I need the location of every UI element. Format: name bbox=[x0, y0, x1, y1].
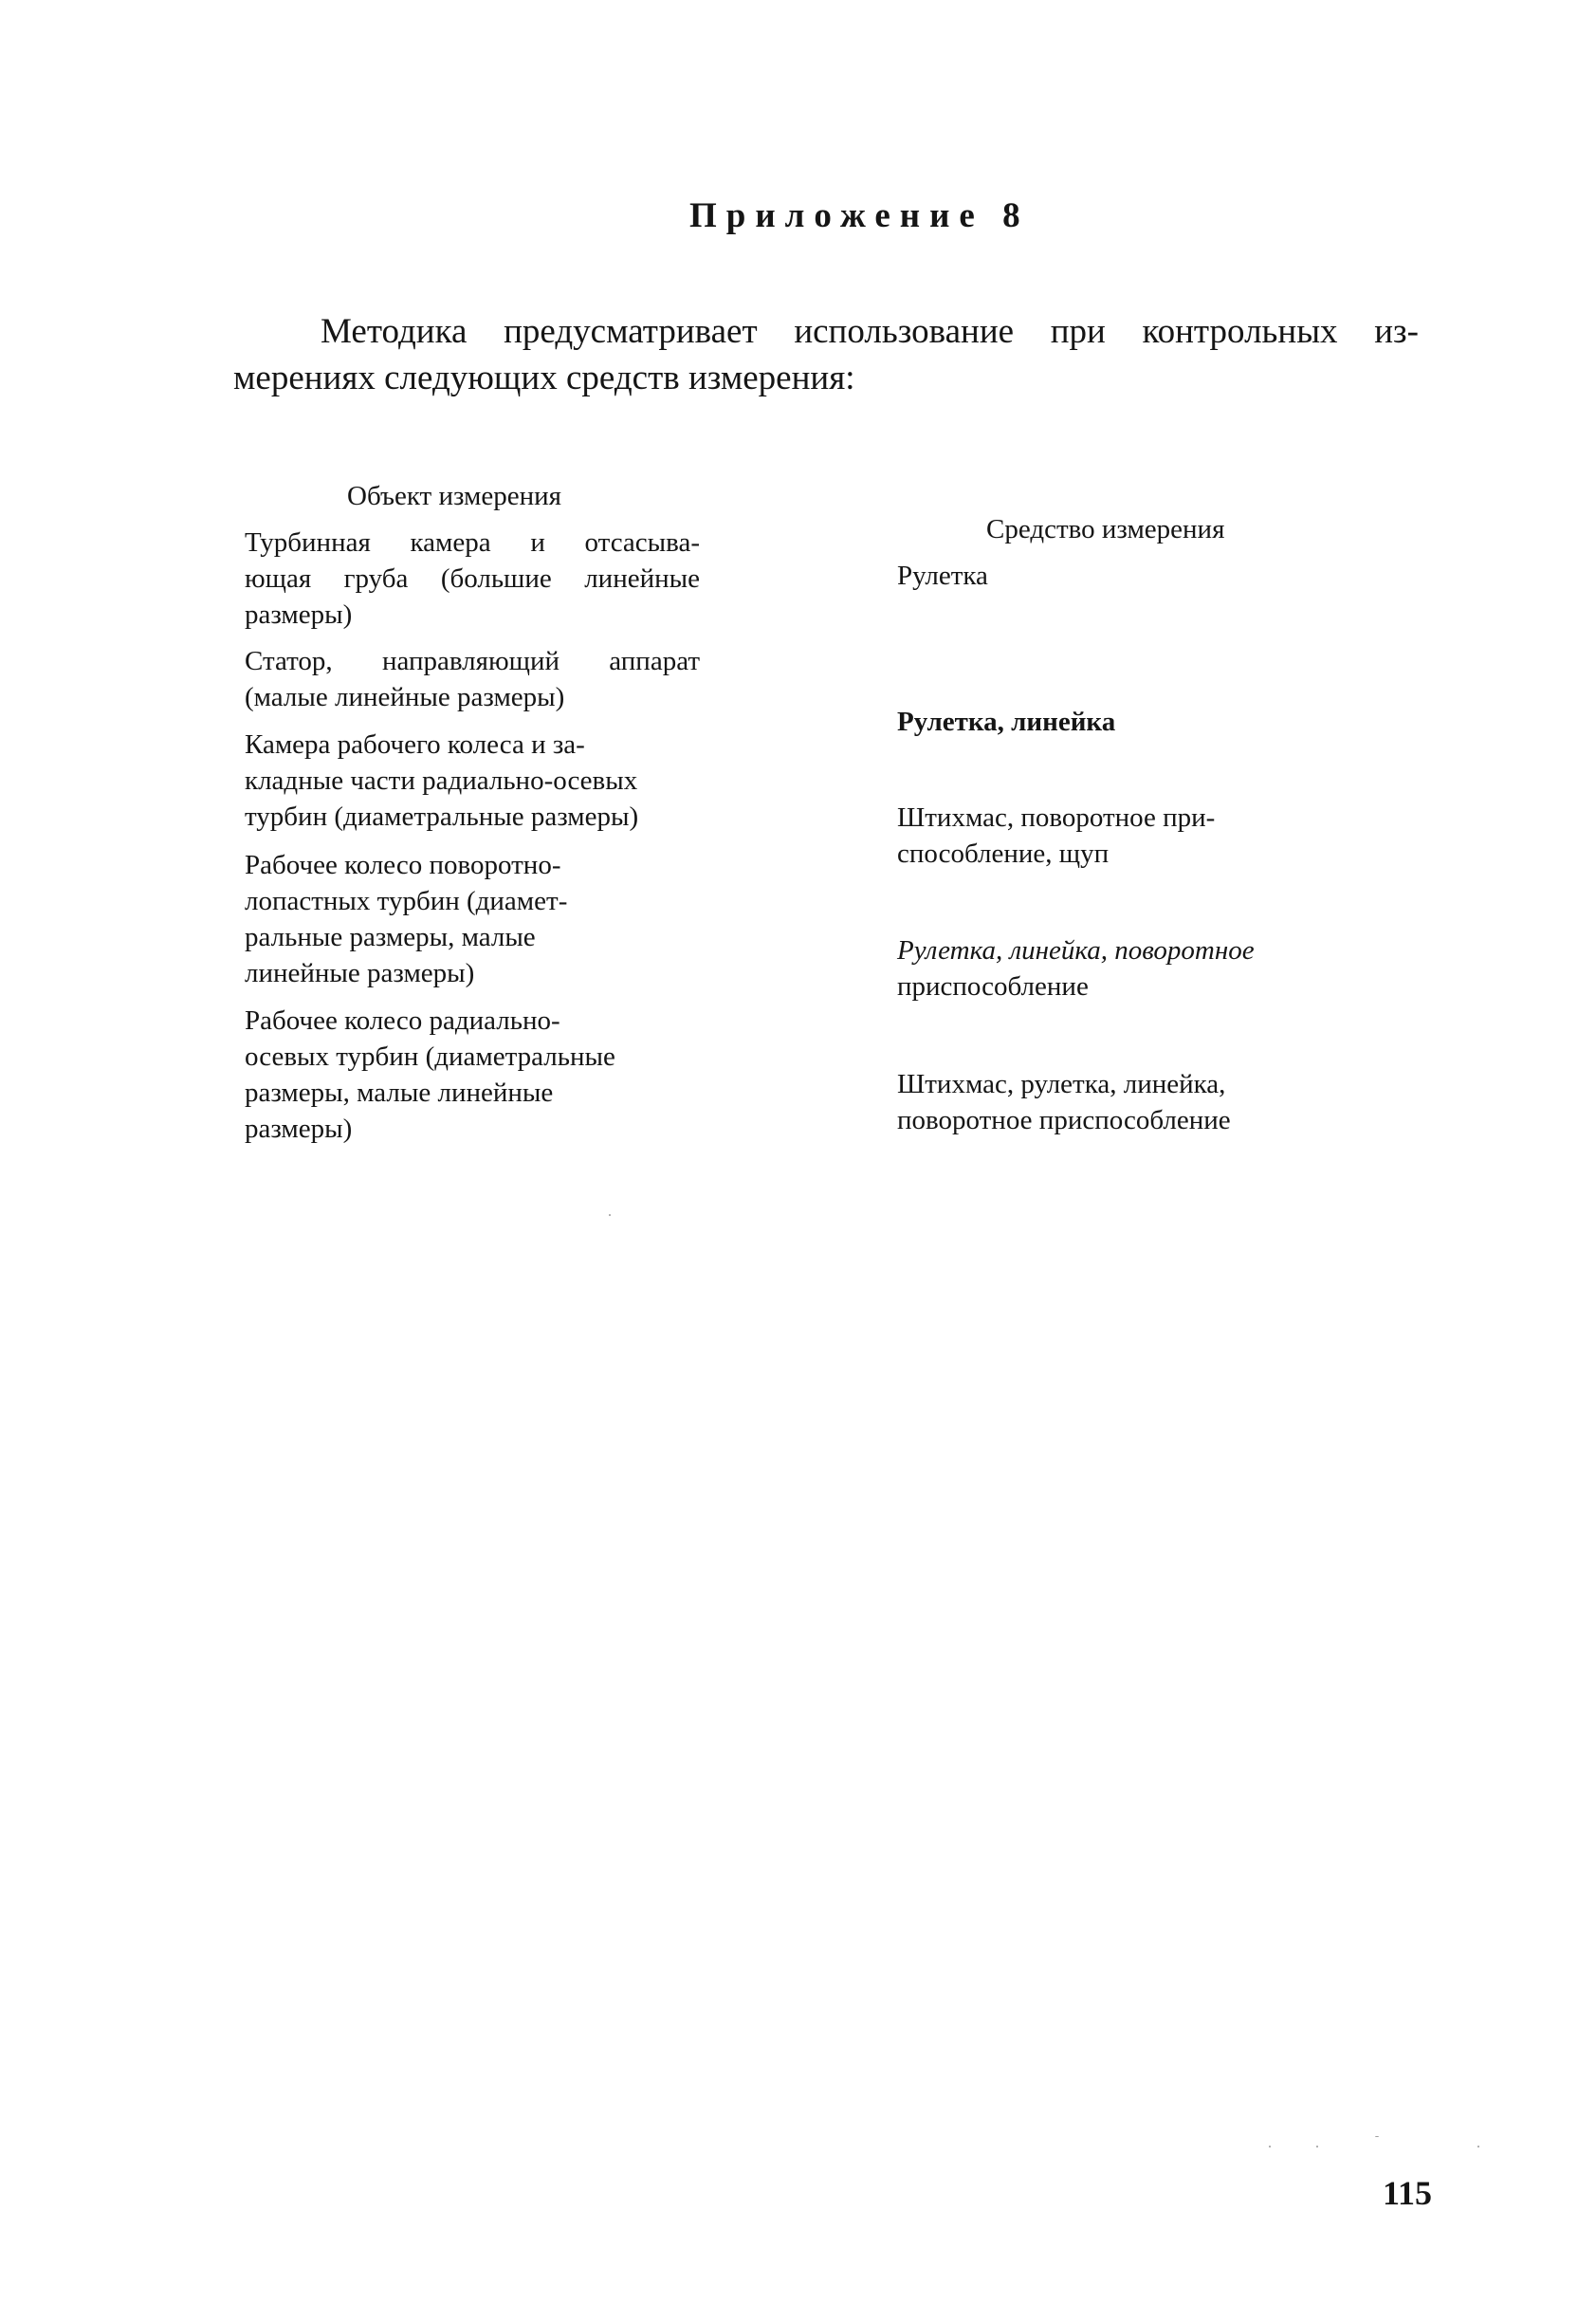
instrument-cell-5 bbox=[897, 1066, 1314, 1138]
instrument-cell-2 bbox=[897, 704, 1314, 740]
instrument-line: способление, щуп bbox=[897, 839, 1110, 869]
object-line: Турбинная камера и отсасыва- bbox=[245, 527, 700, 558]
object-cell-5 bbox=[245, 1003, 700, 1147]
object-cell-3 bbox=[245, 727, 700, 835]
object-cell-1 bbox=[245, 525, 700, 633]
instrument-cell-1 bbox=[897, 558, 1314, 594]
intro-line-1: Методика предусматривает использование при контрольных из- bbox=[321, 312, 1419, 351]
appendix-title: Приложение 8 bbox=[689, 196, 1030, 235]
object-line: ральные размеры, малые bbox=[245, 922, 536, 952]
instrument-line: Штихмас, рулетка, линейка, bbox=[897, 1069, 1226, 1099]
object-cell-2 bbox=[245, 643, 700, 715]
object-line: турбин (диаметральные размеры) bbox=[245, 802, 639, 832]
object-line: Камера рабочего колеса и за- bbox=[245, 729, 585, 760]
instrument-line: Рулетка bbox=[897, 561, 988, 591]
intro-line-2: мерениях следующих средств измерения: bbox=[233, 359, 855, 397]
object-line: лопастных турбин (диамет- bbox=[245, 886, 568, 916]
scan-speck bbox=[1375, 2136, 1379, 2137]
intro-paragraph bbox=[233, 308, 1419, 401]
page-number: 115 bbox=[1383, 2174, 1433, 2212]
instrument-line: Рулетка, линейка, поворотное bbox=[897, 935, 1255, 966]
object-line: размеры) bbox=[245, 599, 353, 630]
instrument-line: приспособление bbox=[897, 971, 1089, 1002]
object-line: размеры, малые линейные bbox=[245, 1078, 554, 1108]
object-line: осевых турбин (диаметральные bbox=[245, 1041, 615, 1072]
column-header-instrument: Средство измерения bbox=[986, 514, 1225, 544]
object-line: Статор, направляющий аппарат bbox=[245, 646, 700, 676]
scan-speck bbox=[1269, 2146, 1271, 2147]
object-line: Рабочее колесо радиально- bbox=[245, 1005, 560, 1036]
object-line: линейные размеры) bbox=[245, 958, 475, 988]
instrument-line: Рулетка, линейка bbox=[897, 707, 1116, 737]
object-line: размеры) bbox=[245, 1114, 353, 1144]
scan-speck bbox=[1477, 2146, 1479, 2147]
column-header-object: Объект измерения bbox=[347, 481, 562, 511]
instrument-line: Штихмас, поворотное при- bbox=[897, 802, 1216, 833]
scan-speck bbox=[609, 1214, 611, 1216]
instrument-cell-4 bbox=[897, 932, 1314, 1005]
object-line: Рабочее колесо поворотно- bbox=[245, 850, 561, 880]
object-cell-4 bbox=[245, 847, 700, 991]
scan-speck bbox=[1316, 2146, 1318, 2147]
object-line: ющая груба (большие линейные bbox=[245, 563, 700, 594]
instrument-line: поворотное приспособление bbox=[897, 1105, 1231, 1135]
object-line: кладные части радиально-осевых bbox=[245, 765, 638, 796]
instrument-cell-3 bbox=[897, 800, 1314, 872]
object-line: (малые линейные размеры) bbox=[245, 682, 565, 712]
